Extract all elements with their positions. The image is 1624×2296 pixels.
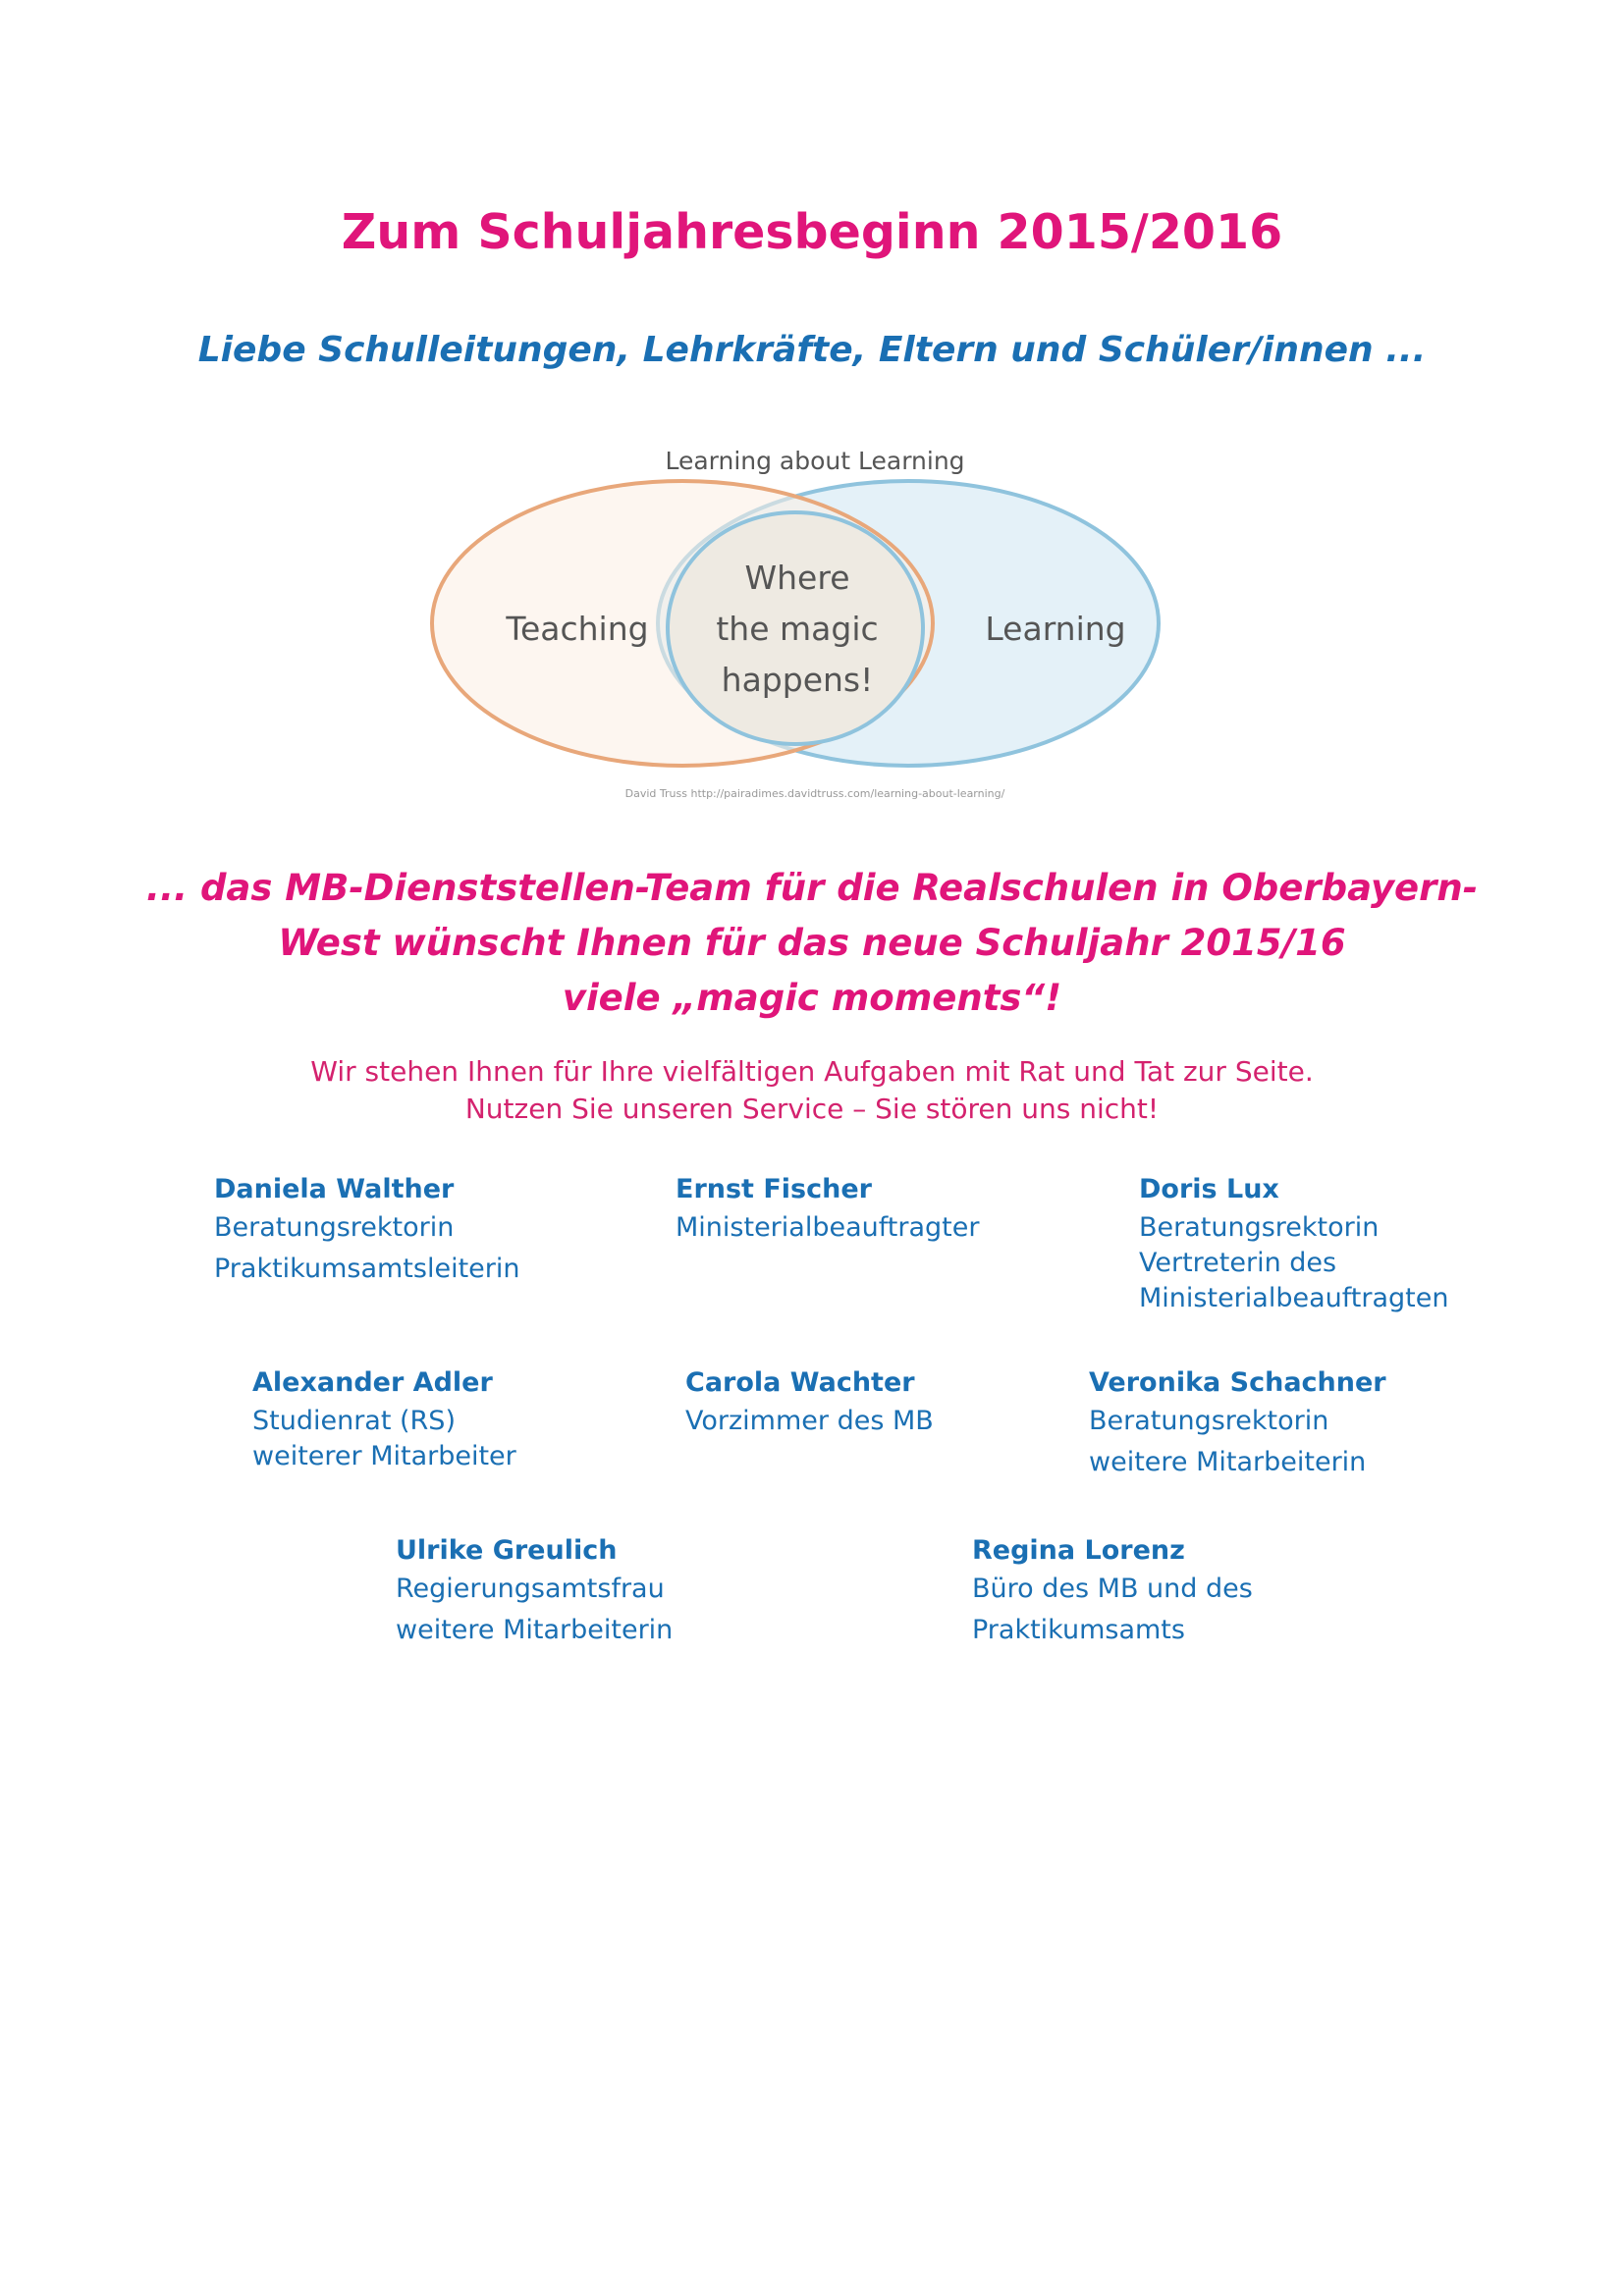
team-member-veronika-schachner (1089, 1367, 1386, 1480)
member-role: Büro des MB und des (972, 1574, 1253, 1604)
member-role: weitere Mitarbeiterin (1089, 1447, 1367, 1477)
member-role: Vertreterin des (1139, 1248, 1337, 1278)
venn-center-line2: the magic (716, 610, 879, 648)
member-role: Beratungsrektorin (1139, 1212, 1380, 1243)
member-role: Beratungsrektorin (214, 1212, 455, 1243)
team-member-alexander-adler (252, 1367, 516, 1474)
page-title: Zum Schuljahresbeginn 2015/2016 (341, 204, 1283, 260)
wish-line-1: ... das MB-Dienststellen-Team für die Realschulen in Oberbayern- (145, 867, 1479, 909)
venn-center-line3: happens! (721, 661, 874, 699)
member-name: Ulrike Greulich (396, 1535, 618, 1566)
member-role: Beratungsrektorin (1089, 1406, 1329, 1436)
team-member-ernst-fischer (676, 1174, 979, 1246)
member-role: Ministerialbeauftragten (1139, 1283, 1449, 1313)
member-name: Regina Lorenz (972, 1535, 1185, 1566)
member-role: Praktikumsamtsleiterin (214, 1254, 520, 1284)
member-role: Studienrat (RS) (252, 1406, 456, 1436)
greeting: Liebe Schulleitungen, Lehrkräfte, Eltern und Schüler/innen ... (197, 330, 1427, 370)
member-role: Regierungsamtsfrau (396, 1574, 665, 1604)
service-line-2: Nutzen Sie unseren Service – Sie stören uns nicht! (464, 1093, 1160, 1125)
member-name: Ernst Fischer (676, 1174, 872, 1204)
venn-left-label: Teaching (506, 610, 649, 648)
member-name: Alexander Adler (252, 1367, 493, 1398)
member-name: Daniela Walther (214, 1174, 455, 1204)
team-member-doris-lux (1139, 1174, 1448, 1316)
venn-center-line1: Where (744, 559, 850, 597)
member-role: weiterer Mitarbeiter (252, 1441, 516, 1471)
wish-line-2: West wünscht Ihnen für das neue Schuljahr 2015/16 (278, 922, 1346, 964)
venn-top-label: Learning about Learning (665, 447, 965, 475)
team-member-regina-lorenz (972, 1535, 1253, 1648)
venn-right-label: Learning (985, 610, 1126, 648)
member-role: Ministerialbeauftragter (676, 1212, 980, 1243)
member-role: Vorzimmer des MB (685, 1406, 934, 1436)
team-member-ulrike-greulich (396, 1535, 673, 1648)
team-member-daniela-walther (214, 1174, 520, 1287)
member-name: Doris Lux (1139, 1174, 1279, 1204)
member-name: Veronika Schachner (1089, 1367, 1386, 1398)
team-member-carola-wachter (685, 1367, 934, 1439)
service-line-1: Wir stehen Ihnen für Ihre vielfältigen Aufgaben mit Rat und Tat zur Seite. (310, 1055, 1314, 1088)
venn-diagram (422, 432, 1208, 805)
member-role: Praktikumsamts (972, 1615, 1185, 1645)
member-name: Carola Wachter (685, 1367, 915, 1398)
member-role: weitere Mitarbeiterin (396, 1615, 674, 1645)
venn-credit: David Truss http://pairadimes.davidtruss.com/learning-about-learning/ (624, 787, 1005, 800)
wish-line-3: viele „magic moments“! (562, 977, 1062, 1019)
